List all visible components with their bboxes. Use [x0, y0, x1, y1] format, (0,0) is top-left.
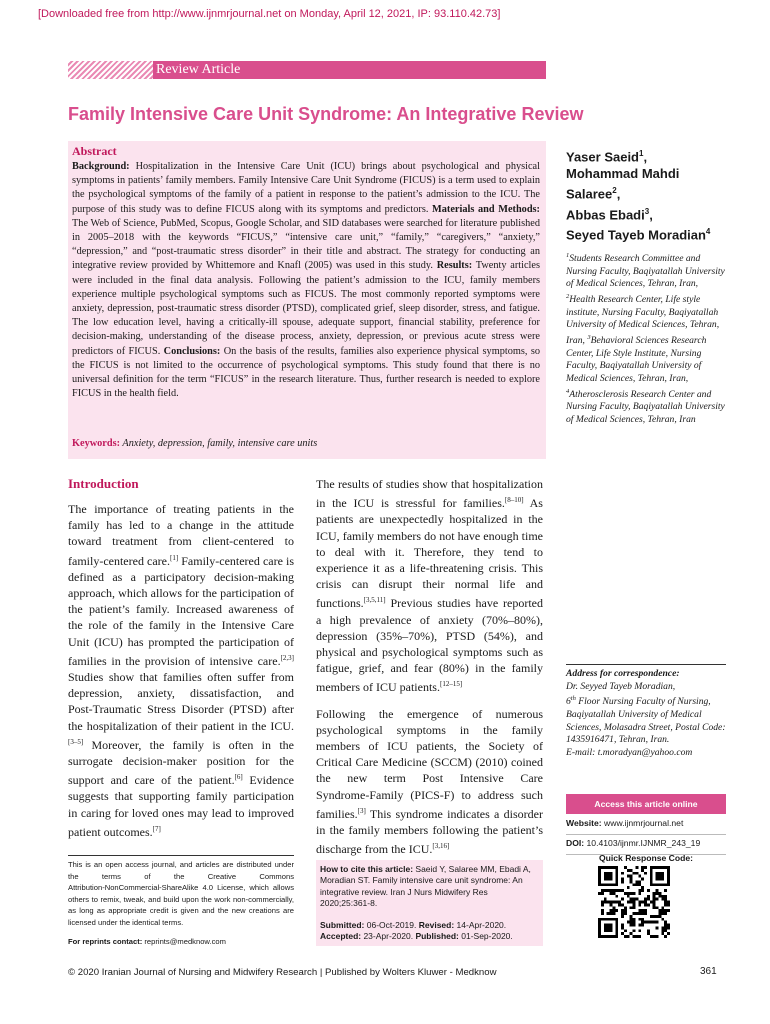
- abstract-heading: Abstract: [72, 144, 117, 158]
- website-row: Website: www.ijnmrjournal.net: [566, 818, 726, 835]
- citation-ref[interactable]: [8–10]: [504, 496, 524, 505]
- correspondence-email[interactable]: E-mail: t.moradyan@yahoo.com: [566, 746, 693, 758]
- results-label: Results:: [436, 260, 473, 272]
- article-title: Family Intensive Care Unit Syndrome: An Integrative Review: [68, 104, 584, 124]
- intro-column-2: [316, 476, 543, 857]
- reprints-contact: For reprints contact: reprints@medknow.com: [68, 937, 226, 946]
- license-text: This is an open access journal, and articles are distributed under the terms of the Creative Commons Attribution‑NonCommercial‑ShareAlike 4.0 License, which allows others to remix, tweak, and build upon the work non‑commercially, as long as appropriate credit is given and the new creations are licensed under the identical terms.: [68, 860, 294, 927]
- affiliations: $^1$Students Research Committee and Nursing Faculty, Baqiyatallah University of Medical Sciences, Tehran, Iran, $^2$Health Research Center, Life style institute, Nursing Faculty, Baqiyatallah University of Medical Sciences, Tehran, Iran, $^3$Behavioral Sciences Research Center, Life Style Institute, Nursing Faculty, Baqiyatallah University of Medical Sciences, Tehran, Iran, $^4$Atherosclerosis Research Center and Nursing Faculty, Baqiyatallah University of Medical Sciences, Tehran, Iran: [566, 252, 725, 425]
- background-text: Hospitalization in the Intensive Care Unit (ICU) brings about psychological and physical symptoms in patients’ family members. Family Intensive Care Unit Syndrome (FICUS) is a term used to explain the psychological symptoms of the family of a patient in response to the patient’s admission to the ICU. The purpose of this study was to define FICUS along with its symptoms and predictors.: [72, 161, 540, 215]
- footer-copyright: © 2020 Iranian Journal of Nursing and Midwifery Research | Published by Wolters Kluwer - Medknow: [68, 967, 497, 978]
- citation-ref[interactable]: [3]: [357, 806, 366, 815]
- author: Seyed Tayeb Moradian$^4$: [566, 226, 711, 243]
- author: Yaser Saeid$^1$,: [566, 149, 648, 165]
- license-divider: [68, 855, 294, 856]
- article-type-label: Review Article: [156, 62, 241, 77]
- background-label: Background:: [72, 161, 130, 172]
- author: Abbas Ebadi$^3$,: [566, 206, 653, 222]
- citation-ref[interactable]: [3,5,11]: [363, 596, 386, 605]
- doi-row: DOI: 10.4103/ijnmr.IJNMR_243_19: [566, 838, 726, 855]
- keywords-text: Anxiety, depression, family, intensive care units: [120, 438, 318, 449]
- access-online-heading: Access this article online: [566, 794, 726, 814]
- citation-ref[interactable]: [12–15]: [439, 680, 463, 689]
- intro-paragraph: The importance of treating patients in the family has led to a change in the attitude toward treatment from client‑centered to family‑centered care.[1] Family‑centered care is defined as a participatory decision‑making approach, which allows for the participation of the patient’s family. Increased awareness of the role of the family in the Intensive Care Unit (ICU) has prompted the participation of families in the provision of intensive care.[2,3] Studies show that families often suffer from depression, anxiety, dissatisfaction, and Post‑Traumatic Stress Disorder (PTSD) after the hospitalization of their patient in the ICU.[3–5] Moreover, the family is often in the surrogate decision‑maker position for the support and care of the patient.[6] Evidence suggests that supporting family participation in caring for loved ones may lead to improved patient outcomes.[7]: [68, 502, 294, 839]
- keywords: [72, 437, 540, 451]
- doi-link[interactable]: 10.4103/ijnmr.IJNMR_243_19: [584, 838, 701, 848]
- citation-ref[interactable]: [7]: [152, 824, 161, 833]
- intro-column-1: [68, 501, 294, 840]
- keywords-label: Keywords:: [72, 438, 121, 449]
- citation-ref[interactable]: [3–5]: [68, 737, 84, 746]
- citation-ref[interactable]: [6]: [234, 773, 243, 782]
- qr-label: Quick Response Code:: [598, 853, 694, 863]
- conclusions-text: On the basis of the results, families also experience physical symptoms, so the FICUS is not limited to the occurrence of psychological symptoms. This study found that there is no universal definition for the term “FICUS” in the research literature. Thus, further research is needed to explore FICUS in the health field.: [72, 345, 540, 400]
- results-text: Twenty articles were included in the final data analysis. Following the patient’s admission to the ICU, family members experience multiple psychological symptoms such as FICUS. The most commonly reported symptoms were anxiety, depression, post-traumatic stress disorder (PTSD), complicated grief, sleep disorder, stress, and fatigue. The low education level, having a critically‑ill spouse, adequate support, financial stability, preference for decision‑making, understanding of the disease process, anxiety, depression, or previous acute stress were predictors of FICUS.: [72, 260, 540, 357]
- author-list: [566, 145, 726, 243]
- citation-ref[interactable]: [3,16]: [432, 842, 450, 851]
- website-link[interactable]: www.ijnmrjournal.net: [601, 818, 684, 828]
- correspondence-address: Address for correspondence: Dr. Seyyed Tayeb Moradian, 6th Floor Nursing Faculty of Nursing, Baqiyatallah University of Medical Sciences, Molasadra Street, Postal Code: 1435916471, Tehran, Iran. E-mail: t.moradyan@yahoo.com: [566, 668, 726, 758]
- citation-ref[interactable]: [1]: [170, 553, 179, 562]
- intro-paragraph: The results of studies show that hospitalization in the ICU is stressful for families.[8–10] As patients are unexpectedly hospitalized in the ICU, family members do not have enough time to deal with it. Therefore, they tend to experience it as a life‑threatening crisis. This crisis can disrupt their normal life and functions.[3,5,11] Previous studies have reported a high prevalence of anxiety (70%–80%), depression (35%–70%), PTSD (54%), and physical and psychological symptoms such as fatigue, grief, and fear (80%) in the family members of ICU patients.[12–15]: [316, 477, 543, 695]
- conclusions-label: Conclusions:: [163, 345, 221, 357]
- article-type-stripes: [68, 61, 153, 79]
- abstract-text: [72, 160, 540, 401]
- methods-label: Materials and Methods:: [432, 203, 540, 215]
- article-dates: Submitted: 06-Oct-2019. Revised: 14-Apr-2020. Accepted: 23-Apr-2020. Published: 01-Sep-2020.: [320, 920, 513, 942]
- introduction-heading: Introduction: [68, 476, 139, 491]
- author: Mohammad Mahdi Salaree$^2$,: [566, 166, 680, 202]
- citation-text: How to cite this article: Saeid Y, Salaree MM, Ebadi A, Moradian ST. Family intensive care unit syndrome: An integrative review. Iran J Nurs Midwifery Res 2020;25:361-8.: [320, 864, 531, 909]
- qr-code-icon: [598, 866, 670, 938]
- citation-ref[interactable]: [2,3]: [280, 653, 294, 662]
- reprints-email[interactable]: reprints@medknow.com: [142, 937, 226, 946]
- download-banner: [Downloaded free from http://www.ijnmrjournal.net on Monday, April 12, 2021, IP: 93.110.42.73]: [38, 8, 501, 20]
- correspondence-label: Address for correspondence:: [566, 668, 680, 679]
- methods-text: The Web of Science, PubMed, Scopus, Google Scholar, and SID databases were searched for literature published in 2005–2018 with the keywords “FICUS,” “intensive care unit,” “family,” “caregivers,” “anxiety,” “depression,” and “post‑traumatic stress disorder” in their title and abstract. The strategy for conducting an integrative review provided by Whittemore and Knafl (2005) was used in this study.: [72, 217, 540, 272]
- page-number: 361: [700, 966, 717, 977]
- intro-paragraph: Following the emergence of numerous psychological symptoms in the family members of ICU patients, the Society of Critical Care Medicine (SCCM) (2010) coined the new term Post Intensive Care Syndrome‑Family (PICS‑F) to address such families.[3] This syndrome indicates a disorder in the family members following the patient’s discharge from the ICU.[3,16]: [316, 706, 543, 857]
- correspondence-divider: [566, 664, 726, 665]
